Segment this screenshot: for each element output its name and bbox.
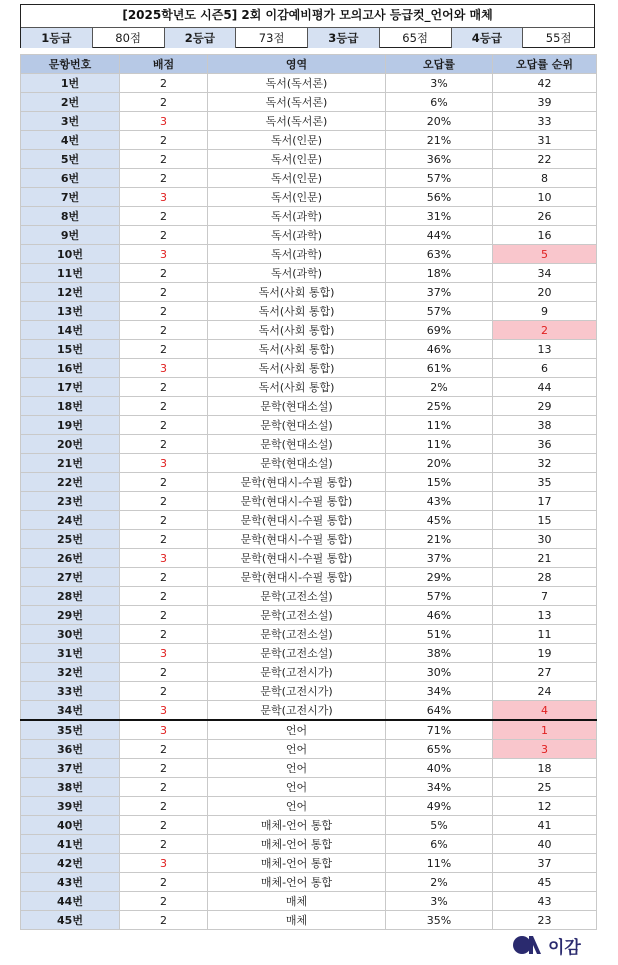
error-rate-cell: 65% (386, 740, 493, 759)
rank-cell: 13 (493, 606, 597, 625)
page-title: [2025학년도 시즌5] 2회 이감예비평가 모의고사 등급컷_언어와 매체 (21, 5, 594, 28)
table-row (21, 245, 597, 264)
cut-header (20, 4, 595, 48)
igam-logo (512, 933, 581, 957)
error-rate-cell: 57% (386, 169, 493, 188)
question-number: 26번 (21, 549, 120, 568)
error-rate-cell: 6% (386, 93, 493, 112)
error-rate-cell: 15% (386, 473, 493, 492)
points-cell: 2 (120, 511, 208, 530)
table-row (21, 644, 597, 663)
col-header-question: 문항번호 (21, 55, 120, 74)
error-rate-cell: 34% (386, 778, 493, 797)
question-number: 17번 (21, 378, 120, 397)
error-rate-cell: 43% (386, 492, 493, 511)
points-cell: 2 (120, 778, 208, 797)
error-rate-cell: 21% (386, 530, 493, 549)
table-row (21, 112, 597, 131)
area-cell: 문학(현대시-수필 통합) (208, 473, 386, 492)
points-cell: 2 (120, 816, 208, 835)
grade-label: 2등급 (165, 28, 237, 48)
error-rate-cell: 6% (386, 835, 493, 854)
area-cell: 독서(사회 통합) (208, 321, 386, 340)
question-number: 35번 (21, 720, 120, 740)
table-row (21, 302, 597, 321)
grade-label: 1등급 (21, 28, 93, 48)
area-cell: 문학(고전시가) (208, 663, 386, 682)
points-cell: 2 (120, 74, 208, 93)
area-cell: 문학(현대시-수필 통합) (208, 492, 386, 511)
area-cell: 문학(고전시가) (208, 701, 386, 721)
error-rate-table (20, 54, 597, 930)
rank-cell: 24 (493, 682, 597, 701)
error-rate-cell: 20% (386, 112, 493, 131)
points-cell: 3 (120, 112, 208, 131)
area-cell: 독서(과학) (208, 207, 386, 226)
table-row (21, 435, 597, 454)
area-cell: 언어 (208, 720, 386, 740)
points-cell: 2 (120, 530, 208, 549)
question-number: 14번 (21, 321, 120, 340)
points-cell: 2 (120, 93, 208, 112)
table-row (21, 854, 597, 873)
question-number: 12번 (21, 283, 120, 302)
points-cell: 3 (120, 720, 208, 740)
area-cell: 매체 (208, 911, 386, 930)
table-row (21, 74, 597, 93)
question-number: 22번 (21, 473, 120, 492)
question-number: 19번 (21, 416, 120, 435)
rank-cell: 34 (493, 264, 597, 283)
area-cell: 매체 (208, 892, 386, 911)
points-cell: 2 (120, 416, 208, 435)
points-cell: 2 (120, 302, 208, 321)
error-rate-cell: 3% (386, 74, 493, 93)
rank-cell: 43 (493, 892, 597, 911)
table-row (21, 701, 597, 721)
area-cell: 독서(사회 통합) (208, 340, 386, 359)
rank-cell: 20 (493, 283, 597, 302)
points-cell: 2 (120, 911, 208, 930)
points-cell: 3 (120, 701, 208, 721)
area-cell: 매체-언어 통합 (208, 835, 386, 854)
area-cell: 문학(현대소설) (208, 397, 386, 416)
rank-cell: 22 (493, 150, 597, 169)
table-row (21, 359, 597, 378)
rank-cell: 41 (493, 816, 597, 835)
error-rate-cell: 45% (386, 511, 493, 530)
question-number: 9번 (21, 226, 120, 245)
grade-score: 55점 (545, 31, 572, 45)
question-number: 36번 (21, 740, 120, 759)
error-rate-cell: 61% (386, 359, 493, 378)
grade-label: 3등급 (308, 28, 380, 48)
points-cell: 3 (120, 188, 208, 207)
points-cell: 2 (120, 435, 208, 454)
rank-cell: 4 (493, 701, 597, 721)
points-cell: 2 (120, 131, 208, 150)
table-header-row (21, 55, 597, 74)
points-cell: 2 (120, 397, 208, 416)
rank-cell: 1 (493, 720, 597, 740)
rank-cell: 13 (493, 340, 597, 359)
error-rate-cell: 69% (386, 321, 493, 340)
points-cell: 2 (120, 340, 208, 359)
area-cell: 독서(사회 통합) (208, 378, 386, 397)
points-cell: 2 (120, 892, 208, 911)
question-number: 34번 (21, 701, 120, 721)
area-cell: 독서(독서론) (208, 74, 386, 93)
error-rate-cell: 63% (386, 245, 493, 264)
grade-label: 4등급 (452, 28, 524, 48)
rank-cell: 19 (493, 644, 597, 663)
table-row (21, 340, 597, 359)
rank-cell: 23 (493, 911, 597, 930)
table-row (21, 530, 597, 549)
area-cell: 언어 (208, 797, 386, 816)
area-cell: 독서(과학) (208, 226, 386, 245)
rank-cell: 8 (493, 169, 597, 188)
table-row (21, 188, 597, 207)
question-number: 16번 (21, 359, 120, 378)
question-number: 5번 (21, 150, 120, 169)
area-cell: 독서(과학) (208, 245, 386, 264)
points-cell: 2 (120, 568, 208, 587)
area-cell: 문학(고전소설) (208, 644, 386, 663)
points-cell: 2 (120, 682, 208, 701)
error-rate-cell: 37% (386, 549, 493, 568)
points-cell: 2 (120, 873, 208, 892)
question-number: 20번 (21, 435, 120, 454)
rank-cell: 12 (493, 797, 597, 816)
area-cell: 독서(과학) (208, 264, 386, 283)
error-rate-cell: 49% (386, 797, 493, 816)
area-cell: 문학(고전시가) (208, 682, 386, 701)
rank-cell: 9 (493, 302, 597, 321)
question-number: 43번 (21, 873, 120, 892)
question-number: 33번 (21, 682, 120, 701)
table-row (21, 911, 597, 930)
area-cell: 독서(사회 통합) (208, 283, 386, 302)
error-rate-cell: 37% (386, 283, 493, 302)
points-cell: 2 (120, 150, 208, 169)
question-number: 3번 (21, 112, 120, 131)
error-rate-cell: 46% (386, 340, 493, 359)
table-row (21, 606, 597, 625)
area-cell: 독서(인문) (208, 169, 386, 188)
logo-text: 이감 (548, 937, 581, 958)
question-number: 39번 (21, 797, 120, 816)
error-rate-cell: 3% (386, 892, 493, 911)
rank-cell: 5 (493, 245, 597, 264)
table-row (21, 207, 597, 226)
points-cell: 2 (120, 606, 208, 625)
rank-cell: 17 (493, 492, 597, 511)
points-cell: 2 (120, 759, 208, 778)
question-number: 8번 (21, 207, 120, 226)
area-cell: 독서(독서론) (208, 93, 386, 112)
table-row (21, 568, 597, 587)
error-rate-cell: 2% (386, 378, 493, 397)
points-cell: 2 (120, 797, 208, 816)
error-rate-cell: 71% (386, 720, 493, 740)
table-row (21, 454, 597, 473)
table-row (21, 778, 597, 797)
points-cell: 2 (120, 473, 208, 492)
error-rate-cell: 35% (386, 911, 493, 930)
col-header-area: 영역 (208, 55, 386, 74)
table-row (21, 473, 597, 492)
error-rate-cell: 64% (386, 701, 493, 721)
rank-cell: 42 (493, 74, 597, 93)
question-number: 40번 (21, 816, 120, 835)
area-cell: 문학(현대시-수필 통합) (208, 530, 386, 549)
area-cell: 문학(고전소설) (208, 625, 386, 644)
rank-cell: 38 (493, 416, 597, 435)
question-number: 24번 (21, 511, 120, 530)
points-cell: 2 (120, 169, 208, 188)
table-row (21, 797, 597, 816)
table-row (21, 720, 597, 740)
points-cell: 2 (120, 321, 208, 340)
error-rate-cell: 56% (386, 188, 493, 207)
table-row (21, 93, 597, 112)
points-cell: 2 (120, 663, 208, 682)
table-row (21, 740, 597, 759)
area-cell: 문학(고전소설) (208, 606, 386, 625)
area-cell: 언어 (208, 759, 386, 778)
question-number: 10번 (21, 245, 120, 264)
table-row (21, 378, 597, 397)
rank-cell: 36 (493, 435, 597, 454)
error-rate-cell: 30% (386, 663, 493, 682)
error-rate-cell: 38% (386, 644, 493, 663)
question-number: 37번 (21, 759, 120, 778)
area-cell: 매체-언어 통합 (208, 816, 386, 835)
area-cell: 독서(인문) (208, 131, 386, 150)
points-cell: 3 (120, 644, 208, 663)
question-number: 6번 (21, 169, 120, 188)
rank-cell: 6 (493, 359, 597, 378)
rank-cell: 37 (493, 854, 597, 873)
rank-cell: 45 (493, 873, 597, 892)
table-row (21, 397, 597, 416)
table-row (21, 816, 597, 835)
error-rate-cell: 11% (386, 435, 493, 454)
error-rate-cell: 40% (386, 759, 493, 778)
question-number: 4번 (21, 131, 120, 150)
question-number: 38번 (21, 778, 120, 797)
table-row (21, 682, 597, 701)
error-rate-cell: 29% (386, 568, 493, 587)
error-rate-cell: 51% (386, 625, 493, 644)
points-cell: 2 (120, 492, 208, 511)
question-number: 44번 (21, 892, 120, 911)
area-cell: 독서(인문) (208, 150, 386, 169)
area-cell: 문학(현대소설) (208, 435, 386, 454)
table-row (21, 492, 597, 511)
error-rate-cell: 5% (386, 816, 493, 835)
rank-cell: 10 (493, 188, 597, 207)
table-row (21, 264, 597, 283)
grade-cut-row (21, 28, 594, 48)
error-rate-cell: 11% (386, 416, 493, 435)
grade-score: 65점 (380, 28, 452, 48)
rank-cell: 30 (493, 530, 597, 549)
area-cell: 독서(인문) (208, 188, 386, 207)
rank-cell: 31 (493, 131, 597, 150)
points-cell: 3 (120, 245, 208, 264)
grade-score: 73점 (236, 28, 308, 48)
question-number: 13번 (21, 302, 120, 321)
points-cell: 2 (120, 283, 208, 302)
points-cell: 2 (120, 740, 208, 759)
area-cell: 독서(사회 통합) (208, 302, 386, 321)
table-row (21, 663, 597, 682)
rank-cell: 27 (493, 663, 597, 682)
igam-logo-icon (512, 934, 542, 956)
area-cell: 문학(현대시-수필 통합) (208, 511, 386, 530)
points-cell: 2 (120, 587, 208, 606)
table-row (21, 416, 597, 435)
table-row (21, 226, 597, 245)
table-row (21, 759, 597, 778)
rank-cell: 7 (493, 587, 597, 606)
question-number: 45번 (21, 911, 120, 930)
table-row (21, 892, 597, 911)
area-cell: 문학(현대시-수필 통합) (208, 549, 386, 568)
error-rate-cell: 36% (386, 150, 493, 169)
points-cell: 2 (120, 264, 208, 283)
error-rate-cell: 25% (386, 397, 493, 416)
table-row (21, 511, 597, 530)
rank-cell: 15 (493, 511, 597, 530)
question-number: 18번 (21, 397, 120, 416)
points-cell: 3 (120, 359, 208, 378)
points-cell: 2 (120, 625, 208, 644)
table-row (21, 169, 597, 188)
rank-cell: 44 (493, 378, 597, 397)
table-body (21, 74, 597, 930)
area-cell: 매체-언어 통합 (208, 854, 386, 873)
table-row (21, 873, 597, 892)
area-cell: 문학(현대시-수필 통합) (208, 568, 386, 587)
table-row (21, 587, 597, 606)
error-rate-cell: 18% (386, 264, 493, 283)
error-rate-cell: 20% (386, 454, 493, 473)
points-cell: 3 (120, 854, 208, 873)
rank-cell: 39 (493, 93, 597, 112)
error-rate-cell: 31% (386, 207, 493, 226)
question-number: 2번 (21, 93, 120, 112)
question-number: 27번 (21, 568, 120, 587)
question-number: 7번 (21, 188, 120, 207)
points-cell: 2 (120, 226, 208, 245)
error-rate-cell: 46% (386, 606, 493, 625)
rank-cell: 21 (493, 549, 597, 568)
question-number: 25번 (21, 530, 120, 549)
rank-cell: 29 (493, 397, 597, 416)
question-number: 23번 (21, 492, 120, 511)
error-rate-cell: 44% (386, 226, 493, 245)
question-number: 31번 (21, 644, 120, 663)
rank-cell: 25 (493, 778, 597, 797)
question-number: 15번 (21, 340, 120, 359)
area-cell: 문학(현대소설) (208, 416, 386, 435)
points-cell: 2 (120, 835, 208, 854)
area-cell: 독서(독서론) (208, 112, 386, 131)
question-number: 32번 (21, 663, 120, 682)
points-cell: 2 (120, 378, 208, 397)
rank-cell: 32 (493, 454, 597, 473)
points-cell: 3 (120, 454, 208, 473)
grade-score: 80점 (93, 28, 165, 48)
table-row (21, 150, 597, 169)
table-row (21, 321, 597, 340)
rank-cell: 16 (493, 226, 597, 245)
area-cell: 매체-언어 통합 (208, 873, 386, 892)
rank-cell: 11 (493, 625, 597, 644)
rank-cell: 3 (493, 740, 597, 759)
rank-cell: 40 (493, 835, 597, 854)
rank-cell: 2 (493, 321, 597, 340)
rank-cell: 28 (493, 568, 597, 587)
question-number: 11번 (21, 264, 120, 283)
rank-cell: 18 (493, 759, 597, 778)
question-number: 42번 (21, 854, 120, 873)
area-cell: 언어 (208, 740, 386, 759)
table-row (21, 549, 597, 568)
table-row (21, 835, 597, 854)
error-rate-cell: 57% (386, 587, 493, 606)
area-cell: 문학(고전소설) (208, 587, 386, 606)
table-row (21, 131, 597, 150)
error-rate-cell: 34% (386, 682, 493, 701)
question-number: 28번 (21, 587, 120, 606)
table-row (21, 625, 597, 644)
area-cell: 독서(사회 통합) (208, 359, 386, 378)
question-number: 1번 (21, 74, 120, 93)
question-number: 30번 (21, 625, 120, 644)
error-rate-cell: 2% (386, 873, 493, 892)
question-number: 21번 (21, 454, 120, 473)
points-cell: 2 (120, 207, 208, 226)
error-rate-cell: 11% (386, 854, 493, 873)
col-header-rank: 오답률 순위 (493, 55, 597, 74)
error-rate-cell: 21% (386, 131, 493, 150)
area-cell: 언어 (208, 778, 386, 797)
rank-cell: 33 (493, 112, 597, 131)
col-header-error-rate: 오답률 (386, 55, 493, 74)
points-cell: 3 (120, 549, 208, 568)
error-rate-cell: 57% (386, 302, 493, 321)
rank-cell: 26 (493, 207, 597, 226)
table-row (21, 283, 597, 302)
question-number: 29번 (21, 606, 120, 625)
question-number: 41번 (21, 835, 120, 854)
rank-cell: 35 (493, 473, 597, 492)
area-cell: 문학(현대소설) (208, 454, 386, 473)
col-header-points: 배점 (120, 55, 208, 74)
